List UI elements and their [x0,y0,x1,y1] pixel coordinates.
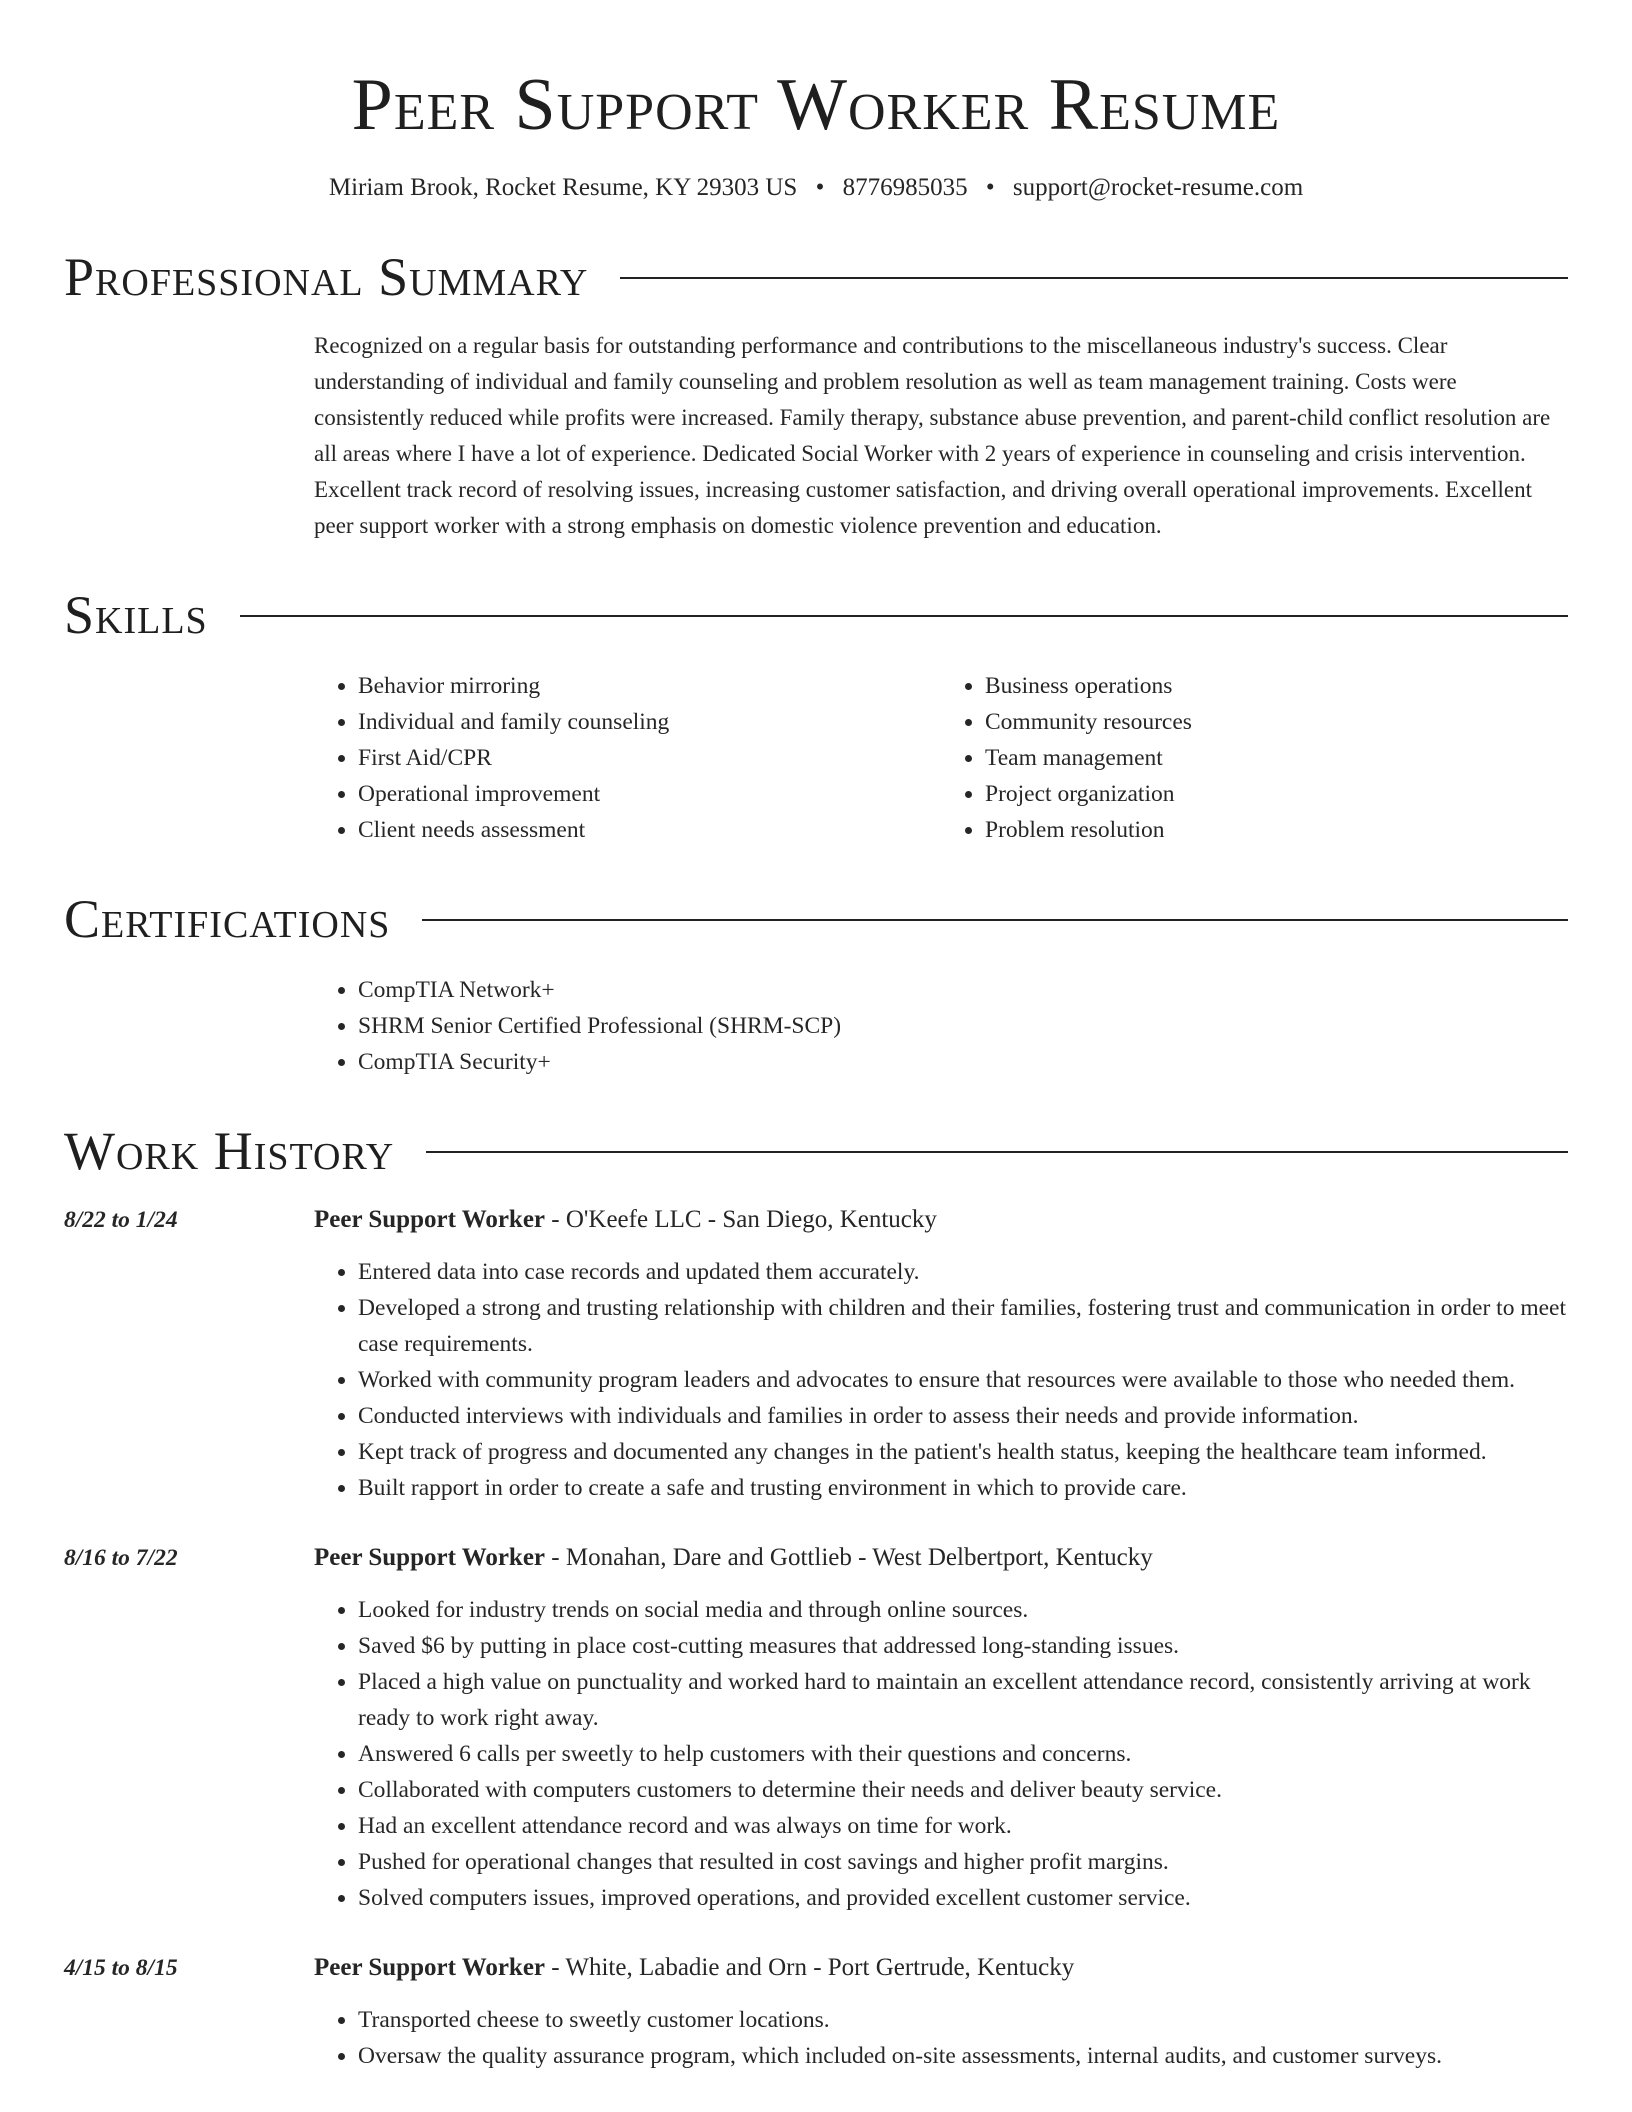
skill-item: • Operational improvement [358,776,941,812]
job-duty: • Collaborated with computers customers to determine their needs and deliver beauty service. [358,1772,1568,1808]
job-duty: • Kept track of progress and documented any changes in the patient's health status, keeping the healthcare team informed. [358,1434,1568,1470]
contact-separator: • [815,174,825,201]
job-employer: - O'Keefe LLC - San Diego, Kentucky [545,1206,937,1233]
work-history-heading: Work History [64,1121,395,1181]
skills-heading: Skills [64,585,208,645]
certification-item: • CompTIA Security+ [358,1044,1568,1080]
job-role: Peer Support Worker [314,1206,546,1233]
contact-line [64,170,1568,206]
job-dates: 8/16 to 7/22 [64,1545,178,1571]
job-entry [64,1540,1568,1916]
job-duty: • Had an excellent attendance record and was always on time for work. [358,1808,1568,1844]
contact-phone: 8776985035 [842,174,968,201]
job-employer: - Monahan, Dare and Gottlieb - West Delbertport, Kentucky [545,1544,1153,1571]
job-dates: 8/22 to 1/24 [64,1207,178,1233]
contact-email: support@rocket-resume.com [1012,174,1304,201]
certification-item: • CompTIA Network+ [358,972,1568,1008]
skill-item: • Client needs assessment [358,812,941,848]
certifications-section-header [64,886,1568,952]
skill-item: • Individual and family counseling [358,704,941,740]
skills-column-right [941,668,1568,848]
skills-section-header [64,582,1568,648]
job-duty: • Worked with community program leaders and advocates to ensure that resources were available to those who needed them. [358,1362,1568,1398]
contact-separator: • [985,174,995,201]
job-title-line [314,1540,1568,1576]
summary-section-header [64,244,1568,310]
job-entry [64,1950,1568,2074]
work-history-section-header [64,1118,1568,1184]
job-duty: • Placed a high value on punctuality and worked hard to maintain an excellent attendance record, consistently arriving at work ready to work right away. [358,1664,1568,1736]
job-duty: • Solved computers issues, improved operations, and provided excellent customer service. [358,1880,1568,1916]
job-duty: • Transported cheese to sweetly customer locations. [358,2002,1568,2038]
job-duty: • Oversaw the quality assurance program, which included on-site assessments, internal audits, and customer surveys. [358,2038,1568,2074]
certification-item: • SHRM Senior Certified Professional (SHRM-SCP) [358,1008,1568,1044]
skill-item: • Community resources [985,704,1568,740]
resume-title: Peer Support Worker Resume [351,64,1281,146]
job-role: Peer Support Worker [314,1954,546,1981]
skill-item: • Problem resolution [985,812,1568,848]
job-duty: • Conducted interviews with individuals and families in order to assess their needs and provide information. [358,1398,1568,1434]
job-duty: • Pushed for operational changes that resulted in cost savings and higher profit margins. [358,1844,1568,1880]
job-duty: • Saved $6 by putting in place cost-cutting measures that addressed long-standing issues. [358,1628,1568,1664]
job-title-line [314,1202,1568,1238]
contact-address: Miriam Brook, Rocket Resume, KY 29303 US [328,174,798,201]
job-title-line [314,1950,1568,1986]
summary-text: Recognized on a regular basis for outstanding performance and contributions to the miscellaneous industry's success. Clear understanding of individual and family counseling and problem resolution as well as team management training. Costs were consistently reduced while profits were increased. Family therapy, substance abuse prevention, and parent-child conflict resolution are all areas where I have a lot of experience. Dedicated Social Worker with 2 years of experience in counseling and crisis intervention. Excellent track record of resolving issues, increasing customer satisfaction, and driving overall operational improvements. Excellent peer support worker with a strong emphasis on domestic violence prevention and education. [314,333,1551,538]
job-duties [314,2002,1568,2074]
section-divider [240,615,1568,617]
job-dates: 4/15 to 8/15 [64,1955,178,1981]
skill-item: • First Aid/CPR [358,740,941,776]
certifications-heading: Certifications [64,889,391,949]
skill-item: • Business operations [985,668,1568,704]
section-divider [422,919,1568,921]
job-duty: • Built rapport in order to create a safe and trusting environment in which to provide care. [358,1470,1568,1506]
summary-heading: Professional Summary [64,247,589,307]
job-duties [314,1592,1568,1916]
job-role: Peer Support Worker [314,1544,546,1571]
job-duty: • Developed a strong and trusting relationship with children and their families, fostering trust and communication in order to meet case requirements. [358,1290,1568,1362]
skill-item: • Behavior mirroring [358,668,941,704]
job-duty: • Looked for industry trends on social media and through online sources. [358,1592,1568,1628]
section-divider [620,277,1568,279]
certifications-list [314,972,1568,1080]
job-duty: • Answered 6 calls per sweetly to help customers with their questions and concerns. [358,1736,1568,1772]
skills-column-left [314,668,941,848]
skills-list [314,668,1568,848]
job-duties [314,1254,1568,1506]
section-divider [426,1151,1568,1153]
job-employer: - White, Labadie and Orn - Port Gertrude, Kentucky [545,1954,1075,1981]
job-duty: • Entered data into case records and updated them accurately. [358,1254,1568,1290]
skill-item: • Project organization [985,776,1568,812]
skill-item: • Team management [985,740,1568,776]
job-entry [64,1202,1568,1506]
resume-page [64,0,1568,2074]
